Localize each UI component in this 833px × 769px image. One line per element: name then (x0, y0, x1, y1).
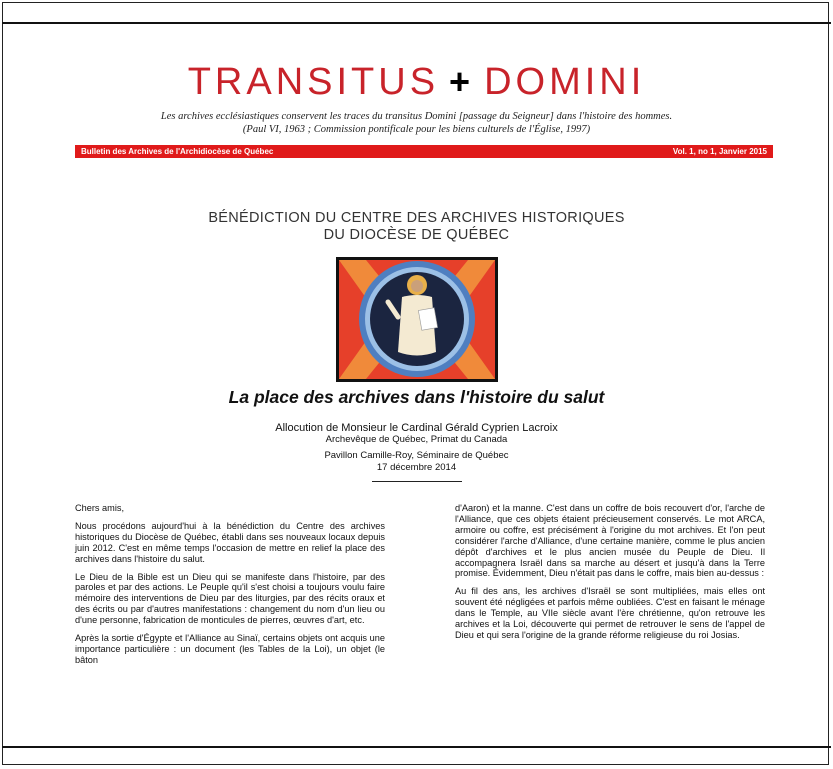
masthead-plus: + (449, 61, 475, 102)
left-text-column (75, 503, 385, 673)
paragraph: Après la sortie d'Égypte et l'Alliance au Sinaï, certains objets ont acquis une importance particulière : un document (les Tables de la Loi), un objet (le bâton (75, 633, 385, 665)
article-subtitle: La place des archives dans l'histoire du salut (228, 387, 605, 407)
masthead-tagline: Les archives ecclésiastiques conservent les traces du transitus Domini [passage du Seigneur] dans l'histoire des hommes. (160, 111, 673, 122)
paragraph: Le Dieu de la Bible est un Dieu qui se manifeste dans l'histoire, par des paroles et par des actions. Le Peuple qu'il s'est choisi a toujours voulu faire mémoire des interventions de Dieu par des liturgies, par des récits oraux et des écrits ou par d'autres manifestations : changement du nom d'un lieu ou d'une personne, fabrication de monticules de pierres, œuvres d'art, etc. (75, 571, 385, 626)
masthead-title-right: DOMINI (484, 61, 646, 103)
icon-face (411, 280, 423, 292)
byline-date: 17 décembre 2014 (376, 462, 457, 473)
masthead-title-left: TRANSITUS (187, 61, 440, 103)
top-border-line (2, 22, 831, 24)
bulletin-volume: Vol. 1, no 1, Janvier 2015 (672, 147, 767, 156)
christ-pantocrator-icon (336, 257, 498, 382)
paragraph: Au fil des ans, les archives d'Israël se sont multipliées, mais elles ont souvent été négligées et parfois même oubliées. C'est en faisant le ménage dans le Temple, au VIIe siècle avant l'ère chrétienne, qu'on retrouve les archives et la Loi, découverte qui permet de retrouver le sens de l'appel de Dieu et qui sera l'origine de la grande réforme religieuse du roi Josias. (455, 586, 765, 640)
headline-line-1: BÉNÉDICTION DU CENTRE DES ARCHIVES HISTORIQUES (208, 210, 625, 226)
byline-place: Pavillon Camille-Roy, Séminaire de Québec (324, 450, 509, 461)
headline-line-2: DU DIOCÈSE DE QUÉBEC (323, 227, 510, 243)
byline-speaker: Allocution de Monsieur le Cardinal Gérald Cyprien Lacroix (275, 422, 558, 434)
paragraph: Chers amis, (75, 503, 125, 513)
paragraph: d'Aaron) et la manne. C'est dans un coffre de bois recouvert d'or, l'arche de l'Alliance, que ces objets étaient précieusement conservés. Le mot ARCA, armoire ou coffre, est précisément à l'origine du mot archives. Et l'on peut considérer l'arche d'Alliance, d'une certaine manière, comme le plus ancien dépôt d'archives et le plus ancien musée du Peuple de Dieu. Il accompagnera Israël dans sa marche au désert et jusqu'à dans la Terre promise. Évidemment, Dieu n'était pas dans le coffre, mais bien au-dessus : (455, 503, 765, 579)
right-text-column (455, 503, 765, 648)
byline-title: Archevêque de Québec, Primat du Canada (325, 434, 508, 445)
paragraph: Nous procédons aujourd'hui à la bénédiction du Centre des archives historiques du Diocèse de Québec, établi dans ses nouveaux locaux depuis juin 2012. C'est en même temps l'occasion de mettre en relief la place des archives dans l'histoire du salut. (75, 520, 385, 564)
icon-book (418, 308, 437, 330)
bulletin-name: Bulletin des Archives de l'Archidiocèse de Québec (81, 147, 274, 156)
bottom-border-line (2, 746, 831, 748)
bulletin-bar (75, 145, 773, 158)
masthead-title (0, 60, 833, 104)
byline-rule (372, 481, 462, 482)
masthead-citation: (Paul VI, 1963 ; Commission pontificale pour les biens culturels de l'Église, 1997) (242, 124, 591, 135)
